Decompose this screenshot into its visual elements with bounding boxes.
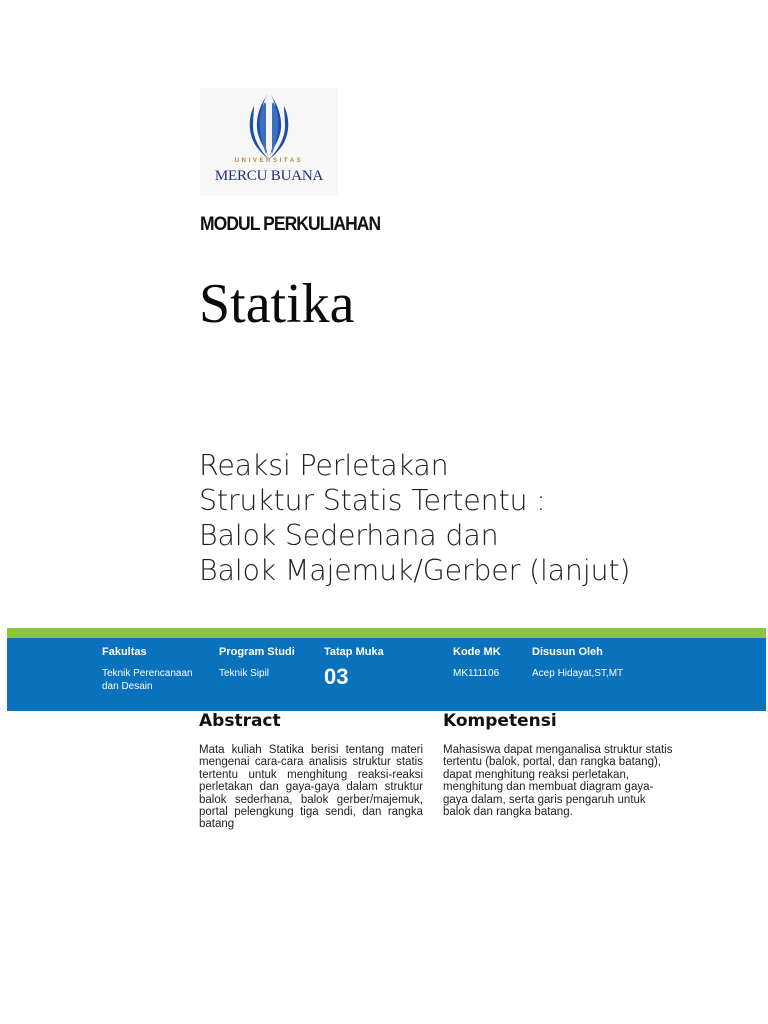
page-title: Statika [199,273,355,335]
disusun-oleh-column [532,646,623,680]
tatap-muka-label: Tatap Muka [324,646,384,658]
kode-mk-label: Kode MK [453,646,501,658]
kompetensi-text: Mahasiswa dapat menganalisa struktur statis tertentu (balok, portal, dan rangka batang), dapat menghitung reaksi perletakan, menghitung dan membuat diagram gaya-gaya dalam, serta garis pengaruh untuk balok dan rangka batang. [443,744,673,819]
kode-mk-column [453,646,501,680]
subtitle-line: Reaksi Perletakan [199,449,449,482]
disusun-oleh-label: Disusun Oleh [532,646,603,658]
fakultas-value-line: dan Desain [102,681,153,692]
university-label: UNIVERSITAS [234,158,304,164]
subtitle-line: Balok Majemuk/Gerber (lanjut) [199,554,631,587]
abstract-text: Mata kuliah Statika berisi tentang materi mengenai cara-cara analisis struktur statis tertentu untuk menghitung reaksi-reaksi perletakan dan gaya-gaya dalam struktur balok sederhana, balok gerber/majemuk, portal pelengkung tiga sendi, dan rangka batang [199,744,423,831]
info-band [7,638,766,711]
accent-bar [7,628,766,638]
tatap-muka-value: 03 [324,664,349,689]
university-logo [200,88,338,196]
subtitle-line: Struktur Statis Tertentu : [199,484,546,517]
program-studi-column [219,646,295,680]
tatap-muka-column [324,646,384,690]
abstract-title: Abstract [199,711,281,731]
fakultas-column [102,646,193,693]
fakultas-label: Fakultas [102,646,147,658]
fakultas-value [102,667,193,693]
modul-label: MODUL PERKULIAHAN [200,214,381,235]
mercu-buana-emblem-icon [244,92,294,160]
kode-mk-value: MK111106 [453,668,500,679]
kompetensi-title: Kompetensi [443,711,557,731]
subtitle [199,448,630,588]
fakultas-value-line: Teknik Perencanaan [102,668,193,679]
subtitle-line: Balok Sederhana dan [199,519,499,552]
university-name: MERCU BUANA [214,168,324,184]
program-studi-value: Teknik Sipil [219,668,270,679]
program-studi-label: Program Studi [219,646,295,658]
disusun-oleh-value: Acep Hidayat,ST,MT [532,668,624,679]
